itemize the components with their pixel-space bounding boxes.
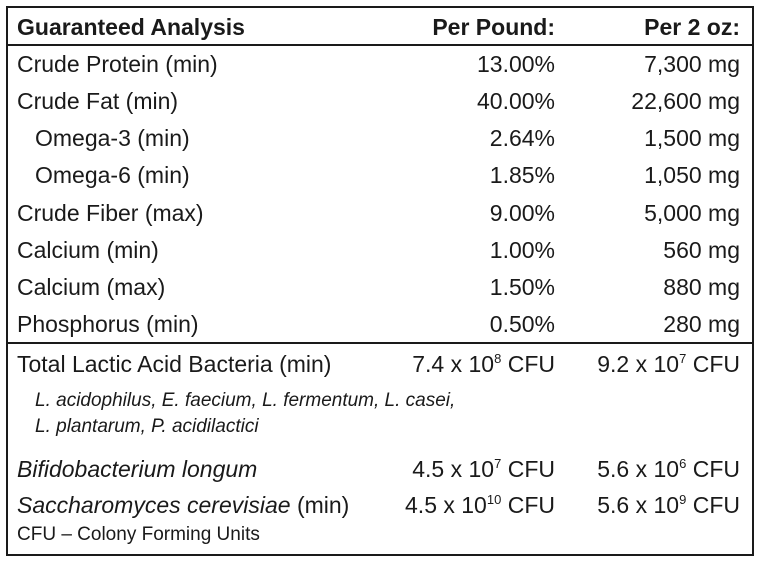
value-base: 7.4 x 10 (412, 351, 495, 377)
value-exponent: 9 (679, 492, 687, 507)
value-base: 9.2 x 10 (597, 351, 680, 377)
table-row (8, 232, 752, 268)
guaranteed-analysis-panel (6, 6, 754, 556)
per-2oz-value: 880 mg (663, 274, 740, 300)
bacteria-name: Total Lactic Acid Bacteria (min) (17, 351, 332, 377)
per-2oz-value: 22,600 mg (631, 88, 740, 114)
footnote-cfu: CFU – Colony Forming Units (17, 524, 260, 545)
table-row (8, 269, 752, 305)
per-pound-value (405, 492, 555, 519)
per-2oz-value (597, 456, 740, 483)
nutrient-name: Calcium (max) (17, 274, 166, 300)
nutrient-name: Calcium (min) (17, 237, 159, 263)
per-2oz-value (597, 492, 740, 519)
per-pound-value: 9.00% (489, 200, 555, 226)
species-list-line-1: L. acidophilus, E. faecium, L. fermentum, L. casei, (35, 390, 456, 411)
per-2oz-value: 560 mg (663, 237, 740, 263)
per-2oz-value: 280 mg (663, 311, 740, 337)
bacteria-name-suffix: (min) (290, 492, 350, 518)
value-base: 4.5 x 10 (412, 456, 495, 482)
table-row-lactic-bacteria (8, 346, 752, 382)
nutrient-name: Crude Fiber (max) (17, 200, 204, 226)
table-row (8, 83, 752, 119)
value-unit: CFU (501, 492, 555, 518)
value-unit: CFU (686, 456, 740, 482)
section-divider (8, 342, 752, 344)
per-2oz-value: 7,300 mg (644, 51, 740, 77)
header-per-pound: Per Pound: (432, 14, 555, 40)
nutrient-name: Omega-3 (min) (35, 125, 190, 151)
nutrient-name: Omega-6 (min) (35, 162, 190, 188)
bacteria-name: Bifidobacterium longum (17, 456, 258, 482)
per-2oz-value (597, 351, 740, 378)
table-row-saccharomyces (8, 487, 752, 523)
per-pound-value: 1.85% (489, 162, 555, 188)
value-exponent: 10 (486, 492, 502, 507)
per-2oz-value: 1,500 mg (644, 125, 740, 151)
value-unit: CFU (686, 492, 740, 518)
table-header (8, 8, 752, 46)
value-unit: CFU (501, 351, 555, 377)
per-pound-value (412, 351, 555, 378)
table-row (8, 195, 752, 231)
species-list-line-2: L. plantarum, P. acidilactici (35, 416, 259, 437)
per-pound-value: 1.00% (489, 237, 555, 263)
per-pound-value: 0.50% (489, 311, 555, 337)
value-exponent: 7 (494, 456, 502, 471)
header-guaranteed-analysis: Guaranteed Analysis (17, 14, 245, 40)
value-exponent: 6 (679, 456, 687, 471)
bacteria-name: Saccharomyces cerevisiae (17, 492, 291, 518)
value-exponent: 8 (494, 351, 502, 366)
header-per-2oz: Per 2 oz: (644, 14, 740, 40)
table-row (8, 157, 752, 193)
nutrient-name: Crude Protein (min) (17, 51, 218, 77)
per-pound-value: 1.50% (489, 274, 555, 300)
value-base: 4.5 x 10 (405, 492, 487, 518)
per-pound-value (412, 456, 555, 483)
per-pound-value: 13.00% (476, 51, 555, 77)
per-2oz-value: 1,050 mg (644, 162, 740, 188)
value-exponent: 7 (679, 351, 687, 366)
value-base: 5.6 x 10 (597, 492, 680, 518)
table-row (8, 46, 752, 82)
per-pound-value: 40.00% (476, 88, 555, 114)
bacteria-name-group (17, 492, 349, 519)
value-unit: CFU (686, 351, 740, 377)
value-unit: CFU (501, 456, 555, 482)
table-row (8, 306, 752, 342)
table-row-bifidobacterium (8, 451, 752, 487)
value-base: 5.6 x 10 (597, 456, 680, 482)
nutrient-name: Phosphorus (min) (17, 311, 199, 337)
table-row (8, 120, 752, 156)
per-2oz-value: 5,000 mg (644, 200, 740, 226)
per-pound-value: 2.64% (489, 125, 555, 151)
nutrient-name: Crude Fat (min) (17, 88, 179, 114)
